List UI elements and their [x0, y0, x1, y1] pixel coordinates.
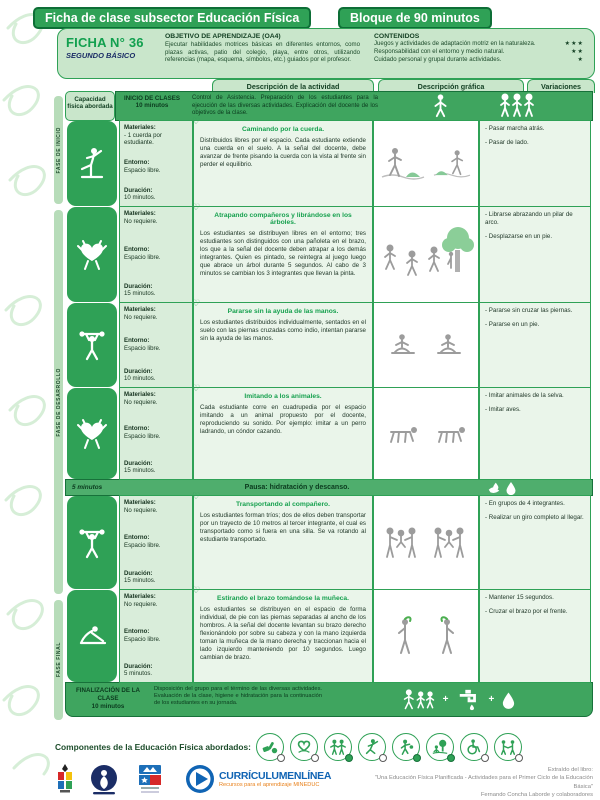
- materials-label: Materiales:: [124, 306, 156, 313]
- capacity-column-header: Capacidad física abordada: [65, 91, 115, 121]
- tree-tag-game-icon: [378, 222, 474, 288]
- environment-label: Entorno:: [124, 534, 150, 542]
- curriculum-en-linea-logo: [185, 764, 331, 794]
- materials-value: - 1 cuerda por estudiante.: [124, 131, 162, 147]
- content-text: Responsabilidad con el entorno y medio natural.: [374, 48, 505, 56]
- graphic-cell: [373, 302, 479, 388]
- activity-row: [65, 298, 593, 388]
- arm-stretch-figure-icon: [437, 615, 457, 657]
- components-circles: [256, 733, 522, 761]
- capacity-tile: [67, 590, 117, 682]
- finalization-label-text: FINALIZACIÓN DE LA CLASE: [76, 687, 140, 703]
- finalization-row: [65, 682, 593, 717]
- duration-value: 15 minutos.: [124, 577, 156, 585]
- graphic-cell: [373, 387, 479, 480]
- source-line: Extraído del libro:: [547, 767, 593, 773]
- gobierno-de-chile-logo: [133, 764, 167, 796]
- component-juego-colectivo: [494, 733, 522, 761]
- activity-description: Los estudiantes forman tríos; dos de ellos deben transportar por un trayecto de 10 metros al tercer integrante, el cual es transportado como si fuera en una silla. Se va rotando al estudiante transportado.: [200, 512, 366, 544]
- strength-weightlifter-icon: [79, 328, 105, 362]
- crawling-figure-icon: [383, 422, 421, 446]
- capacity-cell: [65, 495, 119, 590]
- component-juegos-deportes: [392, 733, 420, 761]
- intro-label-text: INICIO DE CLASES: [123, 95, 181, 102]
- materials-label: Materiales:: [124, 593, 156, 600]
- round-institution-logo: [89, 764, 119, 796]
- environment-label: Entorno:: [124, 336, 150, 344]
- activity-cell: [192, 298, 373, 388]
- environment-value: Espacio libre.: [124, 344, 161, 352]
- content-item: [374, 40, 584, 48]
- environment-value: Espacio libre.: [124, 166, 161, 174]
- two-figures-icon: [329, 738, 347, 756]
- ficha-number: FICHA N° 36: [66, 35, 144, 50]
- variations-cell: [479, 206, 591, 303]
- materials-cell: [119, 589, 193, 683]
- activity-title: Transportando al compañero.: [235, 501, 330, 508]
- activity-description: Los estudiantes distribuidos individualmente, sentados en el suelo con las piernas cruzadas como indio, intentan pararse sin la ayuda de las manos.: [200, 319, 366, 343]
- intro-label: [116, 92, 188, 120]
- heart-badge-icon: ♡: [192, 202, 201, 212]
- sports-equipment-icon: [261, 738, 279, 756]
- pause-duration: 5 minutos: [72, 484, 103, 491]
- environment-value: Espacio libre.: [124, 254, 161, 261]
- seated-figure-icon: [433, 332, 463, 358]
- activity-description: Distribuidos libres por el espacio. Cada estudiante extiende una cuerda en el suelo. A la señal del docente, debe avanzar de frente pisando la cuerda con la vista al frente sin perder el equilibrio.: [200, 137, 366, 169]
- materials-cell: [119, 206, 193, 303]
- duration-value: 10 minutos.: [124, 194, 156, 202]
- objective-text: Ejecutar habilidades motrices básicas en diferentes entornos, como plazas activas, patio del colegio, playa, entre otros, utilizando referencias (mapa, esquema, símbolos, etc.) guiados por el profesor.: [165, 41, 360, 64]
- graphic-cell: [373, 495, 479, 590]
- materials-value: No requiere.: [124, 313, 158, 321]
- difficulty-stars: ★★: [571, 48, 584, 56]
- teacher-icon: [434, 93, 447, 119]
- component-dot-7: [515, 754, 523, 762]
- source-line: "Una Educación Física Planificada - Actividades para el Primer Ciclo de la Educación Básica": [374, 775, 593, 790]
- cardio-heart-icon: [77, 417, 107, 451]
- materials-value: No requiere.: [124, 217, 158, 225]
- capacity-cell: [65, 302, 119, 388]
- seated-figure-icon: [389, 332, 419, 358]
- pause-icons: [412, 481, 592, 495]
- source-credit: [363, 766, 593, 800]
- phase-label: FASE FINAL: [55, 642, 62, 678]
- contents-block: [366, 29, 594, 78]
- hand-hydration-icon: [487, 481, 501, 495]
- heart-route-icon: [295, 738, 313, 756]
- objective-block: [163, 29, 366, 78]
- wheelchair-icon: [465, 738, 483, 756]
- capacity-cell: [65, 120, 119, 207]
- water-drop-icon: [505, 481, 517, 495]
- materials-label: Materiales:: [124, 210, 156, 217]
- capacity-cell: [65, 387, 119, 480]
- variation-item: - Librarse abrazando un pilar de arco.: [485, 211, 573, 227]
- graphic-cell: [373, 120, 479, 207]
- player-ball-icon: [397, 738, 415, 756]
- ficha-block: [58, 29, 163, 78]
- page-title: Ficha de clase subsector Educación Física: [33, 7, 311, 29]
- column-header-variations: Variaciones: [527, 79, 595, 93]
- environment-label: Entorno:: [124, 159, 150, 167]
- flexibility-stretch-icon: [75, 625, 109, 647]
- pause-row: [65, 479, 593, 496]
- materials-cell: [119, 120, 193, 207]
- activity-description: Los estudiantes se distribuyen en el espacio de forma individual, de pie con las piernas separadas al ancho de los hombros. A la señal del docente levantan su brazo derecho flexionándolo por sobre su cabeza y con la mano izquierda toman la muñeca de la mano derecha y traccionan hacia el lado izquierdo manteniendo por 10 segundos. Luego cambian de brazo.: [200, 606, 366, 662]
- activity-title: Estirando el brazo tomándose la muñeca.: [217, 595, 349, 602]
- capacity-tile: [67, 303, 117, 387]
- column-header-graphic: Descripción gráfica: [378, 79, 524, 93]
- variations-cell: [479, 387, 591, 480]
- phase-label: FASE DE INICIO: [55, 126, 62, 174]
- capacity-cell: [65, 589, 119, 683]
- decorative-squiggle: [0, 280, 55, 540]
- block-duration-title: Bloque de 90 minutos: [338, 7, 492, 29]
- content-text: Juegos y actividades de adaptación motriz en la naturaleza.: [374, 40, 536, 47]
- crawling-figure-icon: [431, 422, 469, 446]
- holding-hands-icon: [499, 738, 517, 756]
- decorative-squiggle: [0, 10, 55, 230]
- faucet-icon: [456, 688, 482, 712]
- rope-walk-figure-icon: [432, 146, 472, 182]
- variation-item: - Pasar marcha atrás.: [485, 125, 545, 132]
- activity-row: [65, 585, 593, 683]
- column-header-activity: Descripción de la actividad: [212, 79, 374, 93]
- heart-badge-icon: ♡: [192, 585, 201, 595]
- variations-cell: [479, 589, 591, 683]
- ind-crest-logo: [55, 764, 75, 794]
- phase-strip-final: [54, 600, 63, 720]
- strength-weightlifter-icon: [79, 526, 105, 560]
- curriculum-subtitle: Recursos para el aprendizaje MINEDUC: [219, 782, 320, 788]
- component-actividad-adaptada: [460, 733, 488, 761]
- arm-stretch-figure-icon: [395, 615, 415, 657]
- components-footer: [55, 733, 595, 761]
- materials-label: Materiales:: [124, 391, 156, 398]
- duration-value: 5 minutos.: [124, 670, 153, 678]
- component-dot-4: [413, 754, 421, 762]
- component-dot-0: [277, 754, 285, 762]
- phase-strip-desarrollo: [54, 210, 63, 594]
- variation-item: - Mantener 15 segundos.: [485, 594, 554, 601]
- component-vida-saludable: [290, 733, 318, 761]
- curriculum-title: CURRÍCULUMENLÍNEA: [219, 770, 332, 782]
- finalization-text: Disposición del grupo para el término de las diversas actividades. Evaluación de la clase, higiene e hidratación para la continuación de los estudiantes en su jornada.: [154, 686, 322, 707]
- activity-cell: [192, 202, 373, 303]
- activity-row: [65, 491, 593, 590]
- capacity-tile: [67, 207, 117, 302]
- intro-duration: 10 minutos: [135, 102, 169, 109]
- activity-row: [65, 116, 593, 207]
- environment-value: Espacio libre.: [124, 433, 161, 440]
- variation-item: - Cruzar el brazo por el frente.: [485, 608, 568, 616]
- finalization-duration: 10 minutos: [91, 703, 125, 711]
- duration-value: 15 minutos.: [124, 290, 156, 298]
- duration-label: Duración:: [124, 367, 153, 375]
- variations-cell: [479, 120, 591, 207]
- activity-row: [65, 383, 593, 480]
- intro-row: [65, 91, 593, 121]
- students-group-icon: [498, 93, 540, 119]
- nature-tree-icon: [431, 738, 449, 756]
- intro-icons: [382, 92, 592, 120]
- contents-title: CONTENIDOS: [374, 33, 420, 40]
- info-panel: [57, 28, 595, 79]
- students-leaving-icon: [402, 688, 436, 712]
- lesson-table: [65, 92, 593, 717]
- heart-badge-icon: ♡: [192, 383, 201, 393]
- component-expresion-corporal: [358, 733, 386, 761]
- duration-value: 15 minutos.: [124, 467, 156, 475]
- content-text: Cuidado personal y grupal durante actividades.: [374, 56, 502, 64]
- heart-badge-icon: ♡: [192, 491, 201, 501]
- activity-row: [65, 202, 593, 303]
- trio-carry-icon: [382, 523, 422, 563]
- activity-description: Cada estudiante corre en cuadrupedia por el espacio imitando a un animal propuesto por el docente, reproduciendo su sonido. Por ejemplo: imitar a un perro ladrando, un cóndor cazando.: [200, 404, 366, 436]
- capacity-tile: [67, 496, 117, 589]
- activity-cell: [192, 116, 373, 207]
- duration-label: Duración:: [124, 662, 153, 670]
- finalization-label: [66, 683, 150, 716]
- variation-item: - Imitar aves.: [485, 406, 521, 414]
- phase-strip-inicio: [54, 96, 63, 204]
- variation-item: - Imitar animales de la selva.: [485, 392, 564, 399]
- materials-label: Materiales:: [124, 499, 156, 506]
- materials-label: Materiales:: [124, 124, 156, 131]
- component-habilidades-motrices: [324, 733, 352, 761]
- balance-figure-icon: [79, 146, 105, 182]
- environment-label: Entorno:: [124, 425, 150, 433]
- variation-item: - Pararse en un pie.: [485, 321, 540, 329]
- graphic-cell: [373, 206, 479, 303]
- environment-label: Entorno:: [124, 627, 150, 635]
- activity-cell: [192, 383, 373, 480]
- materials-cell: [119, 495, 193, 590]
- materials-value: No requiere.: [124, 506, 158, 514]
- capacity-tile: [67, 388, 117, 479]
- materials-value: No requiere.: [124, 398, 158, 406]
- dancer-icon: [363, 738, 381, 756]
- heart-badge-icon: ♡: [192, 116, 201, 126]
- activity-title: Atrapando compañeros y librándose en los árboles.: [214, 212, 352, 226]
- finalization-icons: [326, 683, 592, 716]
- difficulty-stars: ★★★: [564, 40, 584, 47]
- rope-walk-figure-icon: [380, 143, 426, 185]
- component-dot-1: [311, 754, 319, 762]
- activity-title: Caminando por la cuerda.: [241, 126, 325, 133]
- variation-item: - Pasar de lado.: [485, 139, 529, 147]
- plus-sign: +: [488, 694, 495, 705]
- plus-sign: +: [442, 694, 449, 705]
- content-item: [374, 56, 584, 64]
- component-dot-6: [481, 754, 489, 762]
- duration-label: Duración:: [124, 282, 153, 290]
- duration-value: 10 minutos.: [124, 375, 156, 383]
- difficulty-stars: ★: [577, 56, 584, 64]
- objective-title: OBJETIVO DE APRENDIZAJE (OA4): [165, 33, 281, 40]
- variation-item: - Desplazarse en un pie.: [485, 233, 553, 241]
- grade-label: SEGUNDO BÁSICO: [66, 51, 136, 60]
- trio-carry-icon: [430, 523, 470, 563]
- materials-cell: [119, 302, 193, 388]
- variation-item: - En grupos de 4 integrantes.: [485, 500, 565, 507]
- environment-value: Espacio libre.: [124, 542, 161, 549]
- activity-title: Pararse sin la ayuda de las manos.: [227, 308, 339, 315]
- cardio-heart-icon: [77, 238, 107, 272]
- graphic-cell: [373, 589, 479, 683]
- component-implementos-deportivos: [256, 733, 284, 761]
- heart-badge-icon: ♡: [192, 298, 201, 308]
- variations-cell: [479, 302, 591, 388]
- capacity-tile: [67, 121, 117, 206]
- materials-cell: [119, 387, 193, 480]
- intro-band: [115, 91, 593, 121]
- duration-label: Duración:: [124, 186, 153, 194]
- activity-description: Los estudiantes se distribuyen libres en el entorno; tres estudiantes son distinguidos con una pañoleta en el brazo, los que a la señal del docente deben atrapar a los demás integrantes. Quien es pintado, se reintegra al juego luego que abrace un árbol durante 5 segundos. Al cabo de 3 minutos se cambian los 3 integrantes que llevan la pinta.: [200, 230, 366, 278]
- environment-value: Espacio libre.: [124, 635, 161, 643]
- phase-label: FASE DE DESARROLLO: [55, 367, 62, 437]
- variation-item: - Pararse sin cruzar las piernas.: [485, 307, 573, 314]
- activity-cell: [192, 491, 373, 590]
- duration-label: Duración:: [124, 569, 153, 577]
- source-line: Fernando Concha Laborde y colaboradores: [480, 792, 593, 799]
- variations-cell: [479, 495, 591, 590]
- intro-text: Control de Asistencia. Preparación de los estudiantes para la ejecución de las diversas actividades. Explicación del docente de los objetivos de la clase.: [192, 95, 378, 116]
- component-dot-3: [379, 754, 387, 762]
- components-label: Componentes de la Educación Física abordados:: [55, 742, 251, 752]
- materials-value: No requiere.: [124, 600, 158, 608]
- content-item: [374, 48, 584, 56]
- decorative-squiggle: [0, 590, 55, 790]
- water-drop-icon: [501, 691, 516, 709]
- variation-item: - Realizar un giro completo al llegar.: [485, 514, 584, 522]
- component-dot-2: [345, 754, 353, 762]
- environment-label: Entorno:: [124, 246, 150, 254]
- activity-cell: [192, 585, 373, 683]
- component-entorno-natural: [426, 733, 454, 761]
- capacity-cell: [65, 206, 119, 303]
- duration-label: Duración:: [124, 459, 153, 467]
- component-dot-5: [447, 754, 455, 762]
- play-circle-icon: [185, 764, 215, 794]
- activity-title: Imitando a los animales.: [244, 393, 322, 400]
- pause-text: Pausa: hidratación y descanso.: [244, 484, 350, 491]
